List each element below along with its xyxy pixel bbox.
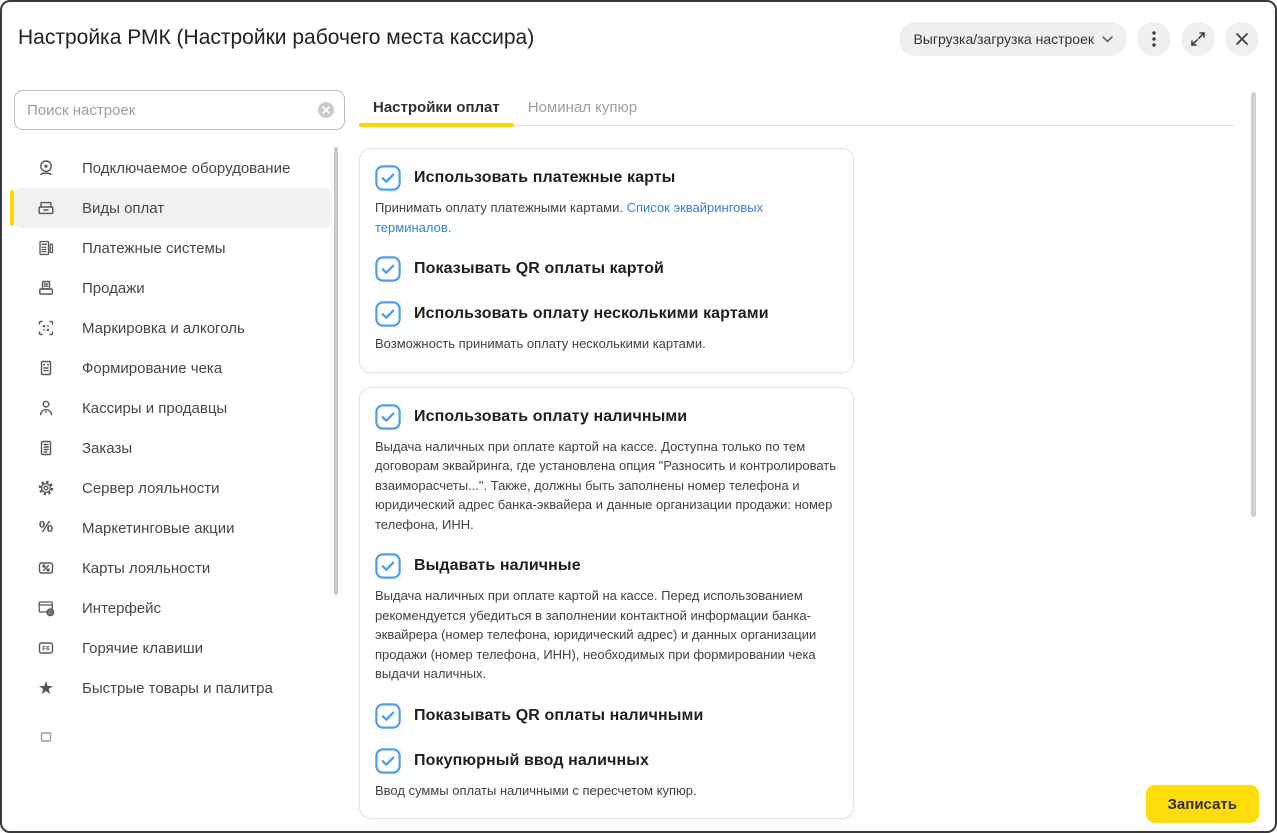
checkbox-label: Использовать платежные карты — [414, 169, 676, 186]
checkbox-label: Показывать QR оплаты наличными — [414, 706, 704, 724]
checkbox-checked-icon — [375, 703, 401, 729]
selected-indicator — [10, 190, 14, 226]
sidebar-item-payment-systems[interactable] — [14, 228, 332, 268]
settings-sidebar — [14, 148, 332, 737]
sidebar-item-label: Платежные системы — [82, 239, 226, 257]
checkbox-checked-icon — [375, 748, 401, 774]
checkbox-checked-icon — [375, 256, 401, 282]
checkbox-label: Покупюрный ввод наличных — [414, 751, 649, 769]
f6-key-icon — [36, 638, 56, 658]
setting-description: Выдача наличных при оплате картой на кассе. Доступна только по тем договорам эквайринга, где установлена опция "Разносить и контролировать взаиморасчеты...". Также, должны быть заполнены номер телефона и юридический адрес банка-эквайера и данные организации продажи: номер телефона, ИНН. — [375, 438, 837, 532]
webcam-icon — [36, 158, 56, 178]
clear-search-icon[interactable] — [317, 101, 335, 119]
discount-card-icon — [36, 558, 56, 578]
setting-description: Выдача наличных при оплате картой на кассе. Перед использованием рекомендуется убедиться в заполнении контактной информации банка-эквайрера (номер телефона, юридический адрес) и данных организации продажи (номер телефона, ИНН), необходимых при формировании чека выдачи наличных. — [375, 588, 817, 681]
content-scrollbar[interactable] — [1251, 92, 1256, 517]
checkbox-banknote-cash-entry[interactable] — [375, 748, 838, 774]
sidebar-item-loyalty-server[interactable] — [14, 468, 332, 508]
sidebar-item-label: Кассиры и продавцы — [82, 399, 228, 417]
checkbox-label: Выдавать наличные — [414, 557, 581, 574]
sidebar-item-sales[interactable] — [14, 268, 332, 308]
receipt-icon — [36, 358, 56, 378]
checkbox-checked-icon — [375, 553, 401, 579]
tab-bar — [359, 90, 1234, 126]
settings-search — [14, 90, 345, 130]
setting-description: Возможность принимать оплату несколькими картами. — [375, 336, 706, 351]
sidebar-item-label: Карты лояльности — [82, 559, 211, 577]
save-button[interactable]: Записать — [1146, 785, 1259, 823]
sidebar-item-label: Виды оплат — [82, 199, 165, 217]
sidebar-item-label: Сервер лояльности — [82, 479, 220, 497]
setting-description: Ввод суммы оплаты наличными с пересчетом купюр. — [375, 782, 697, 798]
gear-icon — [36, 478, 56, 498]
search-input[interactable] — [14, 90, 345, 130]
checkbox-checked-icon — [375, 404, 401, 430]
tab-banknote-denominations[interactable]: Номинал купюр — [527, 99, 638, 116]
sidebar-item-label: Продажи — [82, 279, 145, 297]
sidebar-item-hotkeys[interactable] — [14, 628, 332, 668]
partial-icon — [36, 718, 56, 738]
export-import-settings-button[interactable]: Выгрузка/загрузка настроек — [899, 22, 1127, 56]
setting-description: Принимать оплату платежными картами. Список эквайринговых терминалов. — [375, 200, 764, 235]
checkbox-checked-icon — [375, 301, 401, 327]
sidebar-item-label: Заказы — [82, 439, 133, 457]
document-list-icon — [36, 438, 56, 458]
receipt-printer-icon — [36, 278, 56, 298]
checkbox-checked-icon — [375, 165, 401, 191]
sidebar-item-label: Маркетинговые акции — [82, 519, 235, 537]
sidebar-item-label: Формирование чека — [82, 359, 223, 377]
cash-drawer-icon — [36, 198, 56, 218]
sidebar-item-connected-equipment[interactable] — [14, 148, 332, 188]
sidebar-item-label: Подключаемое оборудование — [82, 159, 291, 177]
sidebar-item-orders[interactable] — [14, 428, 332, 468]
page-title: Настройка РМК (Настройки рабочего места кассира) — [18, 26, 535, 49]
kebab-menu-icon — [1152, 31, 1156, 47]
checkbox-label: Использовать оплату наличными — [414, 407, 688, 425]
checkbox-label: Показывать QR оплаты картой — [414, 260, 664, 277]
checkbox-use-payment-cards[interactable] — [375, 165, 838, 191]
tab-payment-settings[interactable]: Настройки оплат — [359, 90, 514, 125]
close-icon — [1234, 31, 1250, 47]
checkbox-use-cash-payment[interactable] — [375, 404, 838, 430]
expand-icon — [1189, 30, 1207, 48]
card-payment-cards — [359, 148, 854, 373]
checkbox-show-qr-card-payment[interactable] — [375, 256, 838, 282]
sidebar-item-label: Маркировка и алкоголь — [82, 319, 245, 337]
settings-content — [359, 148, 854, 833]
sidebar-item-receipt-forming[interactable] — [14, 348, 332, 388]
window-gear-icon — [36, 598, 56, 618]
person-icon — [36, 398, 56, 418]
percent-icon: % — [38, 519, 54, 536]
sidebar-item-quick-goods-palette[interactable] — [14, 668, 332, 708]
sidebar-item-label: Быстрые товары и палитра — [82, 679, 273, 697]
sidebar-item-label: Интерфейс — [82, 599, 162, 617]
checkbox-use-multiple-cards[interactable] — [375, 301, 838, 327]
close-window-button[interactable] — [1225, 22, 1259, 56]
star-icon: ★ — [37, 677, 55, 698]
window-controls — [899, 22, 1259, 56]
card-cash-payments — [359, 387, 854, 820]
checkbox-label: Использовать оплату несколькими картами — [414, 305, 769, 322]
sidebar-item-marketing-promos[interactable] — [14, 508, 332, 548]
sidebar-item-loyalty-cards[interactable] — [14, 548, 332, 588]
checkbox-show-qr-cash-payment[interactable] — [375, 703, 838, 729]
sidebar-item-cashiers-sellers[interactable] — [14, 388, 332, 428]
sidebar-item-partial[interactable] — [14, 708, 332, 748]
acquiring-terminals-link[interactable]: Список эквайринговых терминалов. — [375, 200, 764, 235]
chevron-down-icon — [1102, 36, 1113, 43]
expand-window-button[interactable] — [1181, 22, 1215, 56]
more-menu-button[interactable] — [1137, 22, 1171, 56]
sidebar-item-label: Горячие клавиши — [82, 639, 204, 657]
sidebar-scrollbar[interactable] — [334, 147, 338, 595]
sidebar-item-marking-alcohol[interactable] — [14, 308, 332, 348]
sidebar-item-payment-types[interactable] — [14, 188, 332, 228]
sidebar-item-interface[interactable] — [14, 588, 332, 628]
svg-text:F6: F6 — [42, 645, 50, 653]
qr-scan-icon — [36, 318, 56, 338]
payment-terminal-icon — [36, 238, 56, 258]
checkbox-dispense-cash[interactable] — [375, 553, 838, 579]
